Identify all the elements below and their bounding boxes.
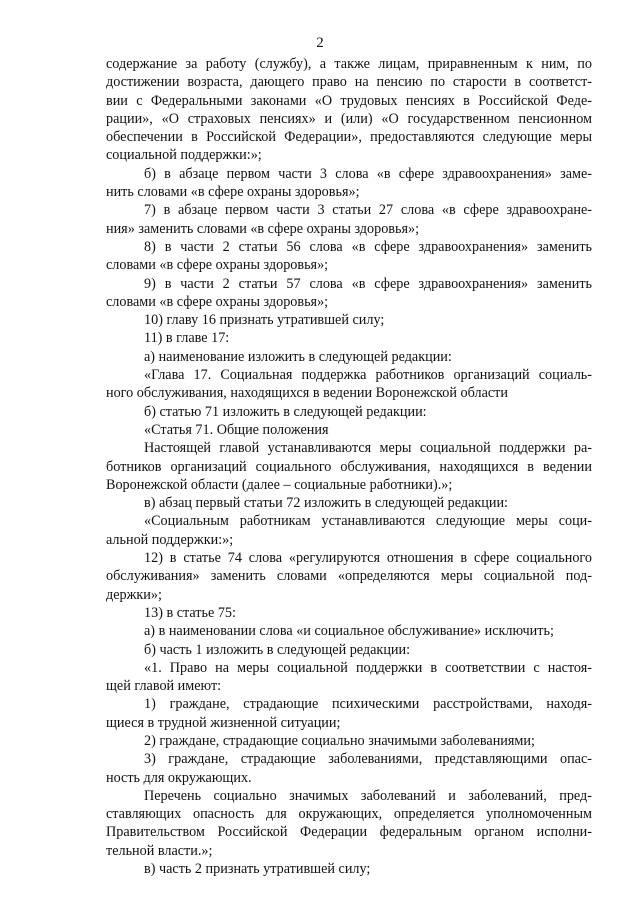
paragraph [106, 366, 592, 403]
text-line: 7) в абзаце первом части 3 статьи 27 слова «в сфере здравоохране- [144, 202, 592, 219]
text-line: ния» заменить словами «в сфере охраны здоровья»; [106, 220, 420, 237]
text-line: 11) в главе 17: [144, 330, 230, 347]
text-line: в) часть 2 признать утратившей силу; [144, 861, 371, 878]
paragraph [106, 641, 592, 659]
text-line: «Глава 17. Социальная поддержка работников организаций социаль- [144, 367, 592, 384]
text-line: ного обслуживания, находящихся в ведении Воронежской области [106, 385, 508, 402]
text-line: словами «в сфере охраны здоровья»; [106, 257, 329, 274]
text-line: «1. Право на меры социальной поддержки в соответствии с настоя- [144, 659, 592, 676]
text-line: «Социальным работникам устанавливаются следующие меры соци- [144, 513, 592, 530]
paragraph [106, 604, 592, 622]
paragraph [106, 329, 592, 347]
text-line: словами «в сфере охраны здоровья»; [106, 293, 329, 310]
text-line: достижении возраста, дающего право на пенсию по старости в соответст- [106, 74, 592, 91]
paragraph [106, 238, 592, 275]
text-line: 9) в части 2 статьи 57 слова «в сфере здравоохранения» заменить [144, 275, 592, 292]
paragraph [106, 348, 592, 366]
text-line: социальной поддержки:»; [106, 147, 262, 164]
paragraph [106, 275, 592, 312]
paragraph [106, 494, 592, 512]
text-line: обеспечении в Российской Федерации», предоставляются следующие меры [106, 129, 592, 146]
text-line: ность для окружающих. [106, 769, 252, 786]
text-line: б) статью 71 изложить в следующей редакции: [144, 403, 427, 420]
text-line: б) часть 1 изложить в следующей редакции: [144, 641, 411, 658]
text-line: 10) главу 16 признать утратившей силу; [144, 312, 385, 329]
text-line: б) в абзаце первом части 3 слова «в сфере здравоохранения» заме- [144, 165, 592, 182]
paragraph [106, 421, 592, 439]
paragraph [106, 512, 592, 549]
text-line: а) в наименовании слова «и социальное обслуживание» исключить; [144, 623, 554, 640]
paragraph [106, 695, 592, 732]
text-line: ботников организаций социального обслуживания, находящихся в ведении [106, 458, 592, 475]
paragraph [106, 787, 592, 860]
text-line: 8) в части 2 статьи 56 слова «в сфере здравоохранения» заменить [144, 238, 592, 255]
text-line: держки»; [106, 586, 162, 603]
text-line: рации», «О страховых пенсиях» и (или) «О государственном пенсионном [106, 110, 592, 127]
page-number: 2 [316, 35, 324, 51]
paragraph [106, 732, 592, 750]
text-line: Настоящей главой устанавливаются меры социальной поддержки ра- [144, 440, 592, 457]
text-line: 13) в статье 75: [144, 604, 236, 621]
text-line: Правительством Российской Федерации федеральным органом исполни- [106, 824, 592, 841]
paragraph [106, 201, 592, 238]
paragraph [106, 860, 592, 878]
paragraph [106, 659, 592, 696]
text-line: тельной власти.»; [106, 842, 213, 859]
text-line: нить словами «в сфере охраны здоровья»; [106, 184, 360, 201]
paragraph [106, 750, 592, 787]
paragraph [106, 622, 592, 640]
text-line: обслуживания» заменить словами «определяются меры социальной под- [106, 568, 592, 585]
text-line: 1) граждане, страдающие психическими расстройствами, находя- [144, 696, 592, 713]
text-line: содержание за работу (службу), а также лицам, приравненным к ним, по [106, 56, 592, 72]
text-line: ставляющих опасность для окружающих, определяется уполномоченным [106, 806, 592, 823]
text-line: в) абзац первый статьи 72 изложить в следующей редакции: [144, 495, 508, 512]
text-line: 3) граждане, страдающие заболеваниями, представляющими опас- [144, 751, 592, 768]
text-line: вии с Федеральными законами «О трудовых пенсиях в Российской Феде- [106, 92, 592, 109]
text-line: Воронежской области (далее – социальные работники).»; [106, 476, 453, 493]
paragraph [106, 165, 592, 202]
paragraph [106, 439, 592, 494]
paragraph [106, 55, 592, 165]
text-line: Перечень социально значимых заболеваний и заболеваний, пред- [144, 787, 592, 804]
text-line: 2) граждане, страдающие социально значимыми заболеваниями; [144, 732, 535, 749]
text-line: альной поддержки:»; [106, 531, 234, 548]
paragraph [106, 549, 592, 604]
text-line: «Статья 71. Общие положения [144, 421, 329, 438]
text-line: щей главой имеют: [106, 678, 222, 695]
text-line: 12) в статье 74 слова «регулируются отношения в сфере социального [144, 550, 592, 567]
paragraph [106, 403, 592, 421]
paragraph [106, 311, 592, 329]
text-line: щиеся в трудной жизненной ситуации; [106, 714, 341, 731]
document-body [106, 55, 592, 878]
text-line: а) наименование изложить в следующей редакции: [144, 348, 452, 365]
